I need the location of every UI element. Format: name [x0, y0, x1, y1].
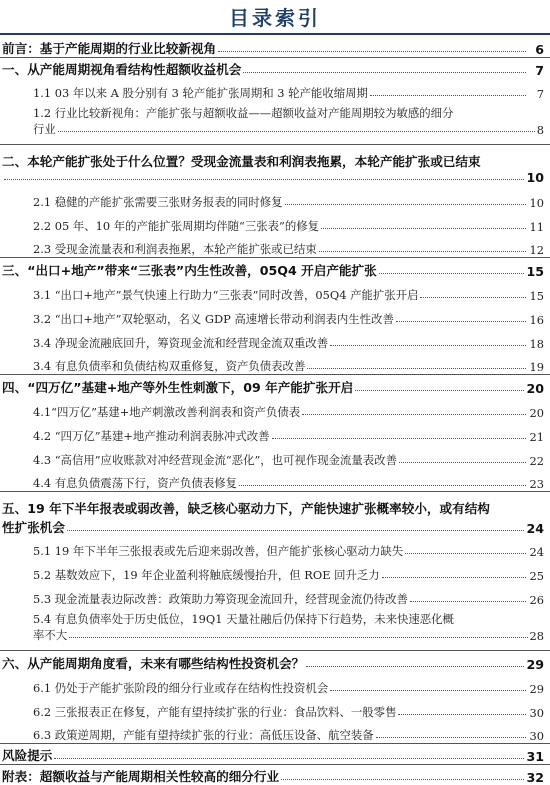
toc-entry-text: 6.1 仍处于产能扩张阶段的细分行业或存在结构性投资机会	[33, 681, 329, 695]
toc-entry[interactable]	[0, 144, 550, 186]
toc-entry-page: 8	[536, 123, 544, 137]
toc-leader-dots	[355, 390, 524, 391]
toc-entry[interactable]	[0, 420, 550, 444]
toc-entry[interactable]	[0, 491, 550, 535]
toc-entry-text: 3.4 有息负债率和负债结构双重修复，资产负债表改善	[33, 359, 306, 373]
toc-entry[interactable]	[0, 101, 550, 144]
toc-entry-text: 4.1“四万亿”基建+地产刺激改善利润表和资产负债表	[33, 405, 301, 419]
toc-entry-text: 四、“四万亿”基建+地产等外生性刺激下，09 年产能扩张开启	[2, 380, 354, 395]
toc-entry-text: 5.3 现金流量表边际改善：政策助力筹资现金流回升，经营现金流仍待改善	[33, 592, 408, 606]
toc-entry-text: 2.1 稳健的产能扩张需要三张财务报表的同时修复	[33, 195, 283, 209]
toc-leader-dots	[67, 530, 525, 531]
toc-entry-page: 10	[529, 196, 544, 210]
toc-leader-dots	[54, 758, 524, 759]
toc-entry-page: 15	[529, 289, 544, 303]
toc-entry-text: 风险提示	[2, 748, 53, 763]
toc-entry-text: 二、本轮产能扩张处于什么位置？受现金流量表和利润表拖累，本轮产能扩张或已结束	[2, 154, 481, 169]
toc-entry-page: 20	[529, 406, 544, 420]
toc-leader-dots	[376, 737, 526, 738]
table-of-contents	[0, 34, 550, 785]
toc-entry[interactable]	[0, 672, 550, 696]
toc-entry-text: 前言：基于产能周期的行业比较新视角	[2, 41, 217, 56]
toc-leader-dots	[58, 131, 535, 132]
toc-entry[interactable]	[0, 743, 550, 764]
toc-entry-page: 18	[529, 337, 544, 351]
toc-entry[interactable]	[0, 303, 550, 327]
toc-leader-dots	[405, 553, 526, 554]
toc-entry-page: 21	[529, 430, 544, 444]
toc-entry-page: 24	[529, 545, 544, 559]
toc-entry-text: 5.4 有息负债率处于历史低位，19Q1 天量社融后仍保持下行趋势，未来快速恶化概	[33, 612, 454, 626]
toc-leader-dots	[319, 251, 526, 252]
toc-leader-dots	[330, 690, 526, 691]
toc-entry-page: 20	[526, 381, 544, 396]
toc-entry-page: 12	[529, 243, 544, 257]
toc-entry[interactable]	[0, 186, 550, 210]
toc-entry-page: 24	[526, 521, 544, 536]
toc-leader-dots	[330, 345, 526, 346]
toc-leader-dots	[69, 637, 527, 638]
toc-entry-page: 30	[529, 729, 544, 743]
toc-entry-text: 5.2 基数效应下，19 年企业盈利将触底缓慢抬升，但 ROE 回升乏力	[33, 568, 380, 582]
toc-entry[interactable]	[0, 279, 550, 303]
toc-entry[interactable]	[0, 57, 550, 78]
toc-entry-text: 附表：超额收益与产能周期相关性较高的细分行业	[2, 769, 280, 784]
toc-entry-text: 3.4 净现金流融底回升，筹资现金流和经营现金流双重改善	[33, 336, 329, 350]
toc-entry-text: 三、“出口+地产”带来“三张表”内生性改善，05Q4 开启产能扩张	[2, 263, 377, 278]
toc-entry-text: 4.4 有息负债震荡下行，资产负债表修复	[33, 476, 237, 490]
toc-entry-text: 2.3 受现金流量表和利润表拖累，本轮产能扩张或已结束	[33, 242, 317, 256]
toc-leader-dots	[285, 204, 526, 205]
toc-entry-text: 4.2 “四万亿”基建+地产推动利润表脉冲式改善	[33, 429, 270, 443]
toc-entry-page: 29	[526, 657, 544, 672]
toc-entry-page: 6	[535, 42, 544, 57]
toc-entry[interactable]	[0, 696, 550, 720]
toc-entry[interactable]	[0, 78, 550, 101]
toc-entry[interactable]	[0, 720, 550, 743]
toc-entry-page: 16	[529, 313, 544, 327]
toc-leader-dots	[218, 51, 526, 52]
toc-entry[interactable]	[0, 535, 550, 559]
toc-entry[interactable]	[0, 396, 550, 420]
toc-entry[interactable]	[0, 764, 550, 785]
toc-entry-page: 32	[526, 770, 544, 785]
toc-entry[interactable]	[0, 468, 550, 491]
toc-leader-dots	[399, 462, 526, 463]
toc-entry-page: 30	[529, 706, 544, 720]
toc-leader-dots	[306, 666, 524, 667]
toc-entry-text: 五、19 年下半年报表或弱改善，缺乏核心驱动力下，产能快速扩张概率较小，或有结构	[2, 501, 490, 516]
toc-entry-text: 3.1 “出口+地产”景气快速上行助力“三张表”同时改善，05Q4 产能扩张开启	[33, 288, 419, 302]
page-title: 目录索引	[229, 6, 321, 30]
toc-leader-dots	[396, 321, 526, 322]
toc-leader-dots	[410, 601, 526, 602]
toc-entry-text: 1.1 03 年以来 A 股分别有 3 轮产能扩张周期和 3 轮产能收缩周期	[33, 86, 368, 100]
toc-leader-dots	[4, 179, 524, 180]
toc-entry[interactable]	[0, 650, 550, 672]
toc-entry-text: 2.2 05 年、10 年的产能扩张周期均伴随“三张表”的修复	[33, 219, 320, 233]
toc-entry-text: 1.2 行业比较新视角：产能扩张与超额收益——超额收益对产能周期较为敏感的细分	[33, 106, 454, 120]
toc-entry-text: 6.3 政策逆周期，产能有望持续扩张的行业：高低压设备、航空装备	[33, 728, 374, 742]
toc-leader-dots	[243, 72, 526, 73]
toc-entry[interactable]	[0, 559, 550, 583]
toc-entry[interactable]	[0, 327, 550, 351]
toc-entry-text: 4.3 “高信用”应收账款对冲经营现金流“恶化”，也可视作现金流量表改善	[33, 453, 397, 467]
toc-leader-dots	[398, 714, 526, 715]
toc-entry-page: 25	[529, 569, 544, 583]
toc-entry[interactable]	[0, 257, 550, 279]
toc-entry[interactable]	[0, 234, 550, 257]
toc-leader-dots	[370, 95, 526, 96]
toc-entry-page: 11	[529, 220, 544, 234]
toc-leader-dots	[302, 414, 526, 415]
toc-entry[interactable]	[0, 444, 550, 468]
toc-entry-page: 29	[529, 682, 544, 696]
toc-leader-dots	[382, 577, 526, 578]
toc-entry-text: 6.2 三张报表正在修复，产能有望持续扩张的行业：食品饮料、一般零售	[33, 705, 397, 719]
toc-entry-page: 31	[526, 749, 544, 764]
toc-entry-page: 26	[529, 593, 544, 607]
toc-entry[interactable]	[0, 351, 550, 374]
toc-leader-dots	[307, 368, 526, 369]
toc-entry-page: 7	[536, 87, 544, 101]
toc-entry-page: 10	[526, 170, 544, 185]
toc-entry-page: 23	[529, 477, 544, 491]
toc-entry-text: 六、从产能周期角度看，未来有哪些结构性投资机会？	[2, 656, 305, 671]
toc-leader-dots	[420, 297, 526, 298]
toc-entry[interactable]	[0, 34, 550, 57]
toc-leader-dots	[379, 273, 525, 274]
toc-entry[interactable]	[0, 607, 550, 650]
toc-entry-text-continued: 行业	[33, 122, 56, 136]
toc-entry-text: 3.2 “出口+地产”双轮驱动，名义 GDP 高速增长带动利润表内生性改善	[33, 312, 394, 326]
toc-entry[interactable]	[0, 583, 550, 607]
toc-entry[interactable]	[0, 210, 550, 234]
toc-leader-dots	[272, 438, 526, 439]
toc-entry-text: 一、从产能周期视角看结构性超额收益机会	[2, 62, 242, 77]
toc-leader-dots	[321, 228, 526, 229]
toc-entry-text: 5.1 19 年下半年三张报表或先后迎来弱改善，但产能扩张核心驱动力缺失	[33, 544, 404, 558]
toc-entry[interactable]	[0, 374, 550, 396]
toc-entry-page: 22	[529, 454, 544, 468]
toc-leader-dots	[239, 485, 526, 486]
toc-entry-text-continued: 性扩张机会	[2, 520, 65, 535]
toc-entry-page: 15	[526, 264, 544, 279]
toc-leader-dots	[281, 779, 524, 780]
toc-entry-page: 28	[529, 629, 544, 643]
toc-entry-text-continued: 率不大	[33, 628, 68, 642]
toc-entry-page: 7	[535, 63, 544, 78]
toc-entry-page: 19	[529, 360, 544, 374]
